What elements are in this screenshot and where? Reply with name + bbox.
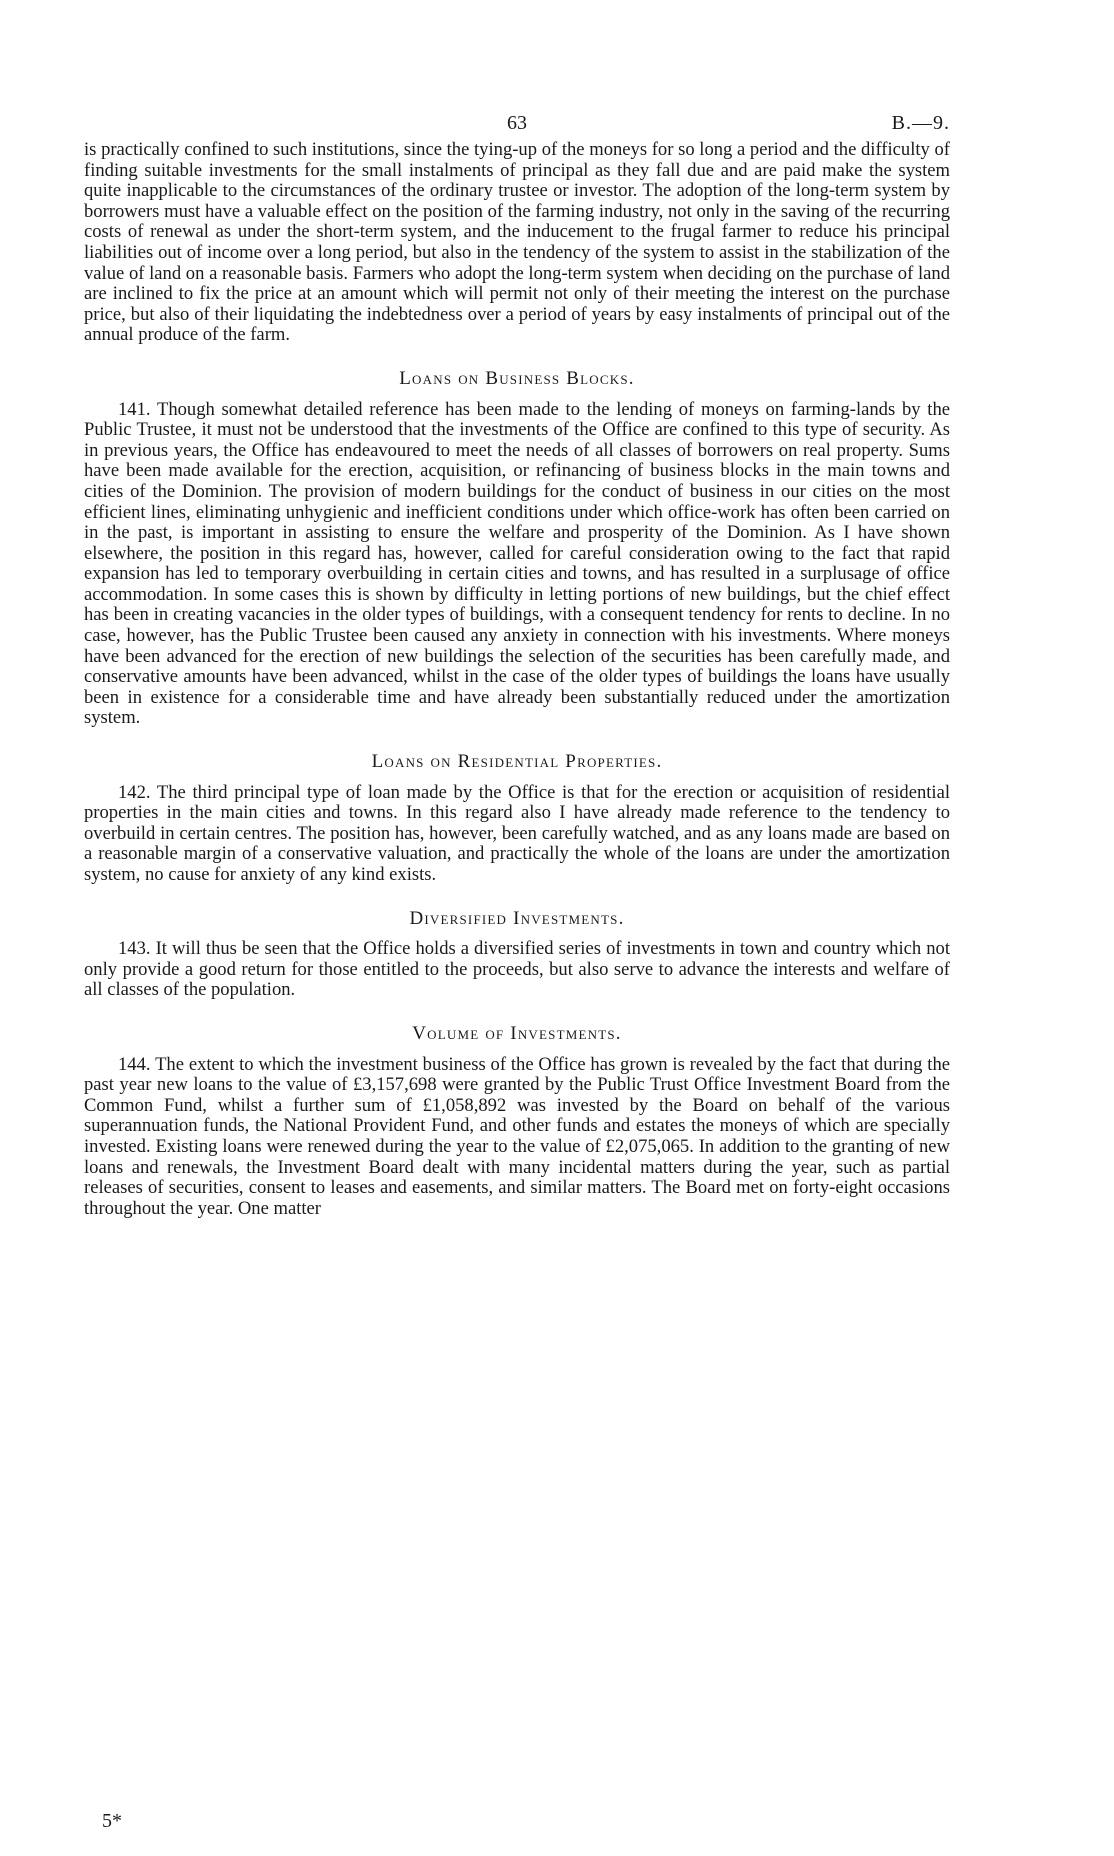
section-heading-volume-of-investments: Volume of Investments. xyxy=(412,1022,622,1044)
paragraph-number: 141. xyxy=(118,398,151,420)
paragraph-text: The extent to which the investment business of the Office has grown is revealed by the fact that during the past year new loans to the value of £3,157,698 were granted by the Public Trust Office Investment Board from the Common Fund, whilst a further sum of £1,058,892 was invested by the Board on behalf of the various superannuation funds, the National Provident Fund, and other funds and estates the moneys of which are specially invested. Existing loans were renewed during the year to the value of £2,075,065. In addition to the granting of new loans and renewals, the Investment Board dealt with many incidental matters during the year, such as partial releases of securities, consent to leases and easements, and similar matters. The Board met on forty-eight occasions throughout the year. One matter xyxy=(84,1053,951,1219)
paragraph-number: 142. xyxy=(118,781,151,803)
body-text xyxy=(84,140,950,1219)
section-heading-diversified-investments: Diversified Investments. xyxy=(409,907,625,929)
section-heading-residential-properties: Loans on Residential Properties. xyxy=(371,751,663,773)
intro-paragraph: is practically confined to such institutions, since the tying-up of the moneys for so long a period and the difficulty of finding suitable investments for the small instalments of principal as they fall due and are paid make the system quite inapplicable to the circumstances of the ordinary trustee or investor. The adoption of the long-term system by borrowers must have a valuable effect on the position of the farming industry, not only in the saving of the recurring costs of renewal as under the short-term system, and the inducement to the frugal farmer to reduce his principal liabilities out of income over a long period, but also in the tendency of the system to assist in the stabilization of the value of land on a reasonable basis. Farmers who adopt the long-term system when deciding on the purchase of land are inclined to fix the price at an amount which will permit not only of their meeting the interest on the purchase price, but also of their liquidating the indebtedness over a period of years by easy instalments of principal out of the annual produce of the farm. xyxy=(84,139,950,346)
paragraph-text: Though somewhat detailed reference has been made to the lending of moneys on farming-lands by the Public Trustee, it must not be understood that the investments of the Office are confined to this type of security. As in previous years, the Office has endeavoured to meet the needs of all classes of borrowers on real property. Sums have been made available for the erection, acquisition, or refinancing of business blocks in the main towns and cities of the Dominion. The provision of modern buildings for the conduct of business in our cities on the most efficient lines, eliminating unhygienic and inefficient conditions under which office-work has often been carried on in the past, is important in assisting to ensure the welfare and prosperity of the Dominion. As I have shown elsewhere, the position in this regard has, however, called for careful consideration owing to the fact that rapid expansion has led to temporary overbuilding in certain cities and towns, and has resulted in a surplusage of office accommodation. In some cases this is shown by difficulty in letting portions of new buildings, but the chief effect has been in creating vacancies in the older types of buildings, with a consequent tendency for rents to decline. In no case, however, has the Public Trustee been caused any anxiety in connection with his investments. Where moneys have been advanced for the erection of new buildings the selection of the securities has been carefully made, and conservative amounts have been advanced, whilst in the case of the older types of buildings the loans have usually been in existence for a considerable time and have already been substantially reduced under the amortization system. xyxy=(84,398,951,729)
report-code: B.—9. xyxy=(891,112,950,134)
paragraph-141 xyxy=(84,400,950,730)
paragraph-143 xyxy=(84,939,950,1001)
paragraph-text: The third principal type of loan made by the Office is that for the erection or acquisition of residential properties in the main cities and towns. In this regard also I have already made reference to the tendency to overbuild in certain centres. The position has, however, been carefully watched, and as any loans made are based on a reasonable margin of a conservative valuation, and practically the whole of the loans are under the amortization system, no cause for anxiety of any kind exists. xyxy=(84,781,950,885)
paragraph-number: 144. xyxy=(118,1053,151,1075)
paragraph-number: 143. xyxy=(118,938,151,960)
page-number: 63 xyxy=(507,112,527,134)
page-header xyxy=(84,112,950,138)
paragraph-142 xyxy=(84,783,950,886)
signature-mark: 5* xyxy=(102,1810,122,1832)
paragraph-text: It will thus be seen that the Office holds a diversified series of investments in town and country which not only provide a good return for those entitled to the proceeds, but also serve to advance the interests and welfare of all classes of the population. xyxy=(84,938,950,1001)
paragraph-144 xyxy=(84,1055,950,1220)
section-heading-business-blocks: Loans on Business Blocks. xyxy=(399,367,635,389)
